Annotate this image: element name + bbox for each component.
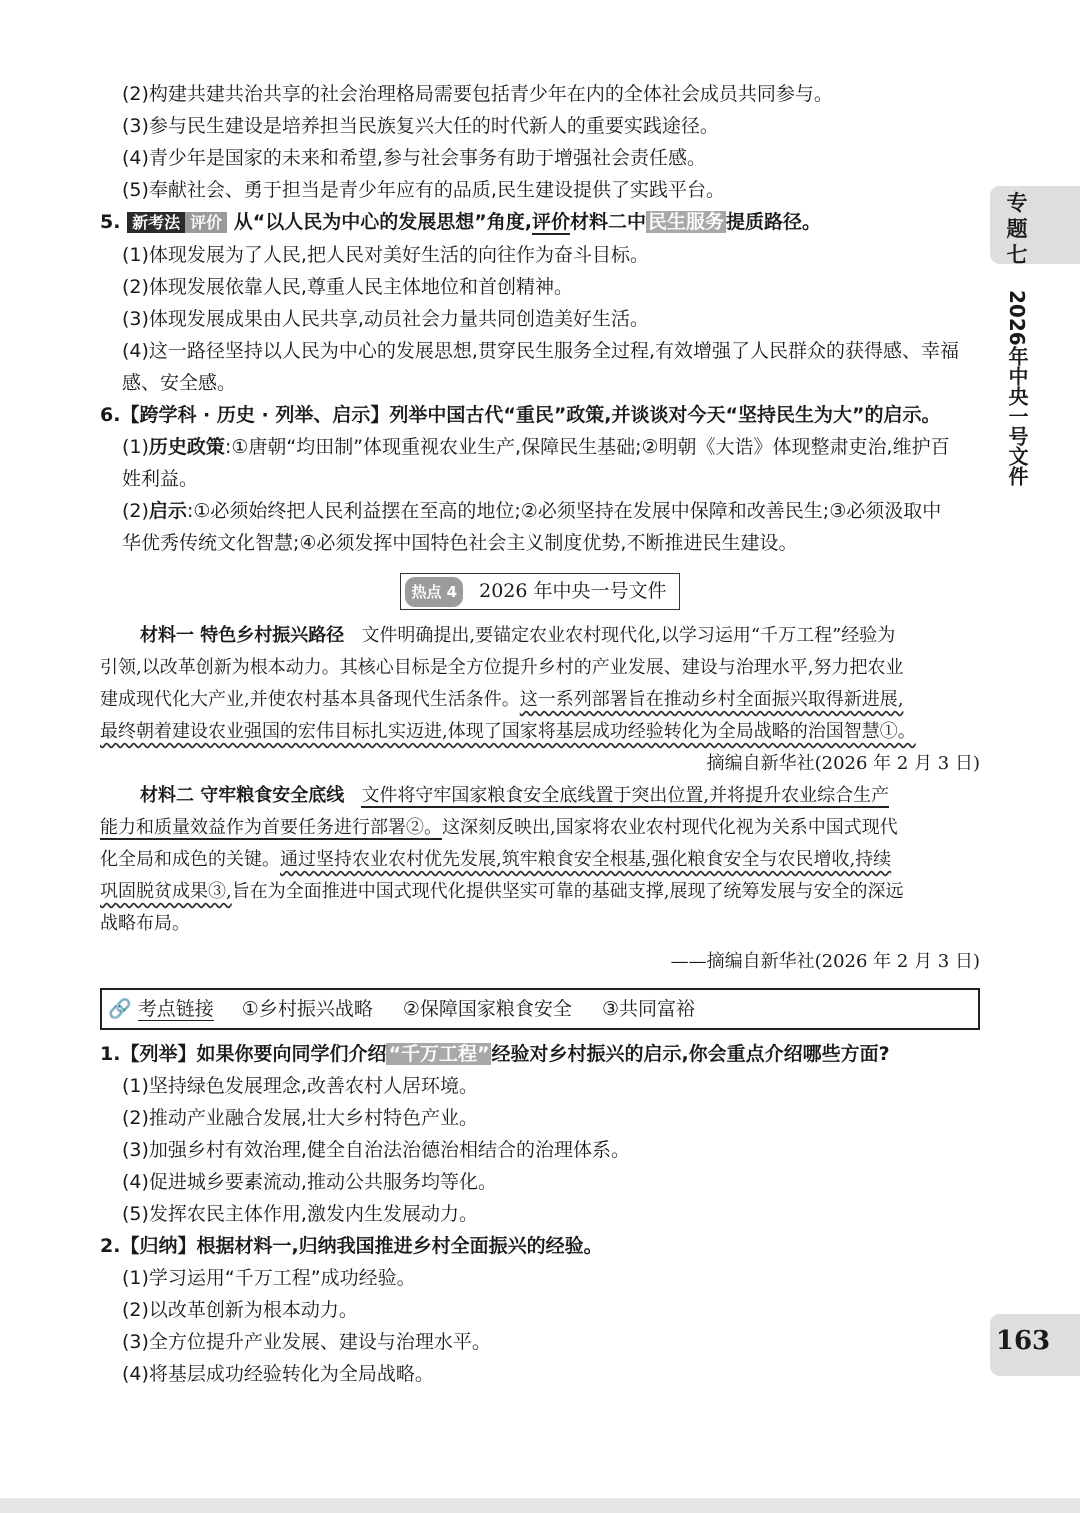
- answer-text: :①必须始终把人民利益摆在至高的地位;②必须坚持在发展中保障和改善民生;③必须汲取中: [186, 500, 942, 522]
- material-2-line: 战略布局。: [100, 913, 190, 934]
- material-1-line: [100, 620, 980, 652]
- exam-point-item: ③共同富裕: [601, 998, 696, 1020]
- highlighted-keyword: “千万工程”: [388, 1043, 490, 1065]
- material-text: 建成现代化大产业,并使农村基本具备现代生活条件。: [100, 689, 520, 710]
- answer-line: (2)体现发展依靠人民,尊重人民主体地位和首创精神。: [122, 276, 573, 298]
- answer-line: [100, 431, 980, 463]
- material-1-source: 摘编自新华社(2026 年 2 月 3 日): [706, 753, 980, 774]
- hotspot-title: 2026 年中央一号文件: [479, 580, 667, 602]
- answer-line: (3)加强乡村有效治理,健全自治法治德治相结合的治理体系。: [122, 1139, 630, 1161]
- material-2-line: [100, 812, 980, 844]
- answer-line: (4)将基层成功经验转化为全局战略。: [122, 1363, 434, 1385]
- question-2: 2.【归纳】根据材料一,归纳我国推进乡村全面振兴的经验。: [100, 1235, 603, 1257]
- material-2-source: ——摘编自新华社(2026 年 2 月 3 日): [670, 951, 980, 972]
- question-1: [100, 1038, 980, 1070]
- material-text: 这深刻反映出,国家将农业农村现代化视为关系中国式现代: [442, 817, 898, 838]
- answer-line: 华优秀传统文化智慧;④必须发挥中国特色社会主义制度优势,不断推进民生建设。: [122, 532, 798, 554]
- answer-line: (1)学习运用“千万工程”成功经验。: [122, 1267, 416, 1289]
- page-content: [100, 78, 980, 1390]
- answer-line: (1)体现发展为了人民,把人民对美好生活的向往作为奋斗目标。: [122, 244, 649, 266]
- material-2-heading: 材料二 守牢粮食安全底线: [140, 785, 345, 806]
- material-1-line: [100, 716, 980, 748]
- material-2-line: [100, 844, 980, 876]
- list-item: (2)构建共建共治共享的社会治理格局需要包括青少年在内的全体社会成员共同参与。: [122, 83, 833, 105]
- bottom-edge: [0, 1498, 1080, 1513]
- underlined-text: 能力和质量效益作为首要任务进行部署②。: [100, 817, 442, 838]
- material-1-line: 引领,以改革创新为根本动力。其核心目标是全方位提升乡村的产业发展、建设与治理水平,努力把农业: [100, 657, 904, 678]
- material-text: 文件明确提出,要锚定农业农村现代化,以学习运用“千万工程”经验为: [361, 625, 896, 646]
- question-text: 1.【列举】如果你要向同学们介绍: [100, 1043, 387, 1065]
- answer-line: (3)全方位提升产业发展、建设与治理水平。: [122, 1331, 491, 1353]
- exam-point-label: 考点链接: [137, 998, 214, 1020]
- new-method-tag: 新考法: [127, 212, 185, 233]
- question-text: 从“以人民为中心的发展思想”角度,: [233, 211, 532, 233]
- list-item: (3)参与民生建设是培养担当民族复兴大任的时代新人的重要实践途径。: [122, 115, 719, 137]
- underlined-text: 文件将守牢国家粮食安全底线置于突出位置,并将提升农业综合生产: [361, 785, 890, 806]
- answer-label: 启示: [148, 500, 187, 522]
- answer-line: (5)发挥农民主体作用,激发内生发展动力。: [122, 1203, 478, 1225]
- question-text: 经验对乡村振兴的启示,你会重点介绍哪些方面?: [491, 1043, 890, 1065]
- wavy-underlined-text: 巩固脱贫成果③,: [100, 881, 232, 902]
- answer-label: 历史政策: [148, 436, 225, 458]
- evaluate-tag: 评价: [185, 212, 227, 233]
- answer-line: (3)体现发展成果由人民共享,动员社会力量共同创造美好生活。: [122, 308, 649, 330]
- material-1-line: [100, 684, 980, 716]
- question-number: 5.: [100, 211, 121, 233]
- highlighted-keyword: 民生服务: [647, 211, 724, 233]
- answer-line: (2)推动产业融合发展,壮大乡村特色产业。: [122, 1107, 478, 1129]
- material-text: 旨在为全面推进中国式现代化提供坚实可靠的基础支撑,展现了统筹发展与安全的深远: [231, 881, 904, 902]
- answer-line: (2)以改革创新为根本动力。: [122, 1299, 358, 1321]
- material-text: 化全局和成色的关键。: [100, 849, 280, 870]
- answer-prefix: (1): [122, 436, 149, 458]
- answer-line: [100, 495, 980, 527]
- page-number: 163: [995, 1326, 1051, 1356]
- answer-line: 感、安全感。: [122, 372, 237, 394]
- exam-point-link-box: [100, 988, 980, 1030]
- wavy-underlined-text: 通过坚持农业农村优先发展,筑牢粮食安全根基,强化粮食安全与农民增收,持续: [280, 849, 892, 870]
- wavy-underlined-text: 最终朝着建设农业强国的宏伟目标扎实迈进,体现了国家将基层成功经验转化为全局战略的治国智慧①。: [100, 721, 916, 742]
- hotspot-box: [400, 573, 679, 610]
- wavy-underlined-text: 这一系列部署旨在推动乡村全面振兴取得新进展,: [519, 689, 904, 710]
- material-1-heading: 材料一 特色乡村振兴路径: [140, 625, 345, 646]
- material-2-line: [100, 780, 980, 812]
- answer-text: :①唐朝“均田制”体现重视农业生产,保障民生基础;②明朝《大诰》体现整肃吏治,维护百: [224, 436, 950, 458]
- material-2-line: [100, 876, 980, 908]
- answer-line: 姓利益。: [122, 468, 199, 490]
- list-item: (4)青少年是国家的未来和希望,参与社会事务有助于增强社会责任感。: [122, 147, 706, 169]
- answer-prefix: (2): [122, 500, 149, 522]
- answer-line: (4)这一路径坚持以人民为中心的发展思想,贯穿民生服务全过程,有效增强了人民群众的获得感、幸福: [122, 340, 959, 362]
- question-5: [100, 206, 980, 239]
- link-icon: 🔗: [108, 998, 132, 1020]
- exam-point-item: ②保障国家粮食安全: [402, 998, 572, 1020]
- hotspot-badge: 热点 4: [405, 577, 463, 607]
- exam-point-item: ①乡村振兴战略: [241, 998, 373, 1020]
- chapter-tab-label: 专题七: [1006, 191, 1028, 267]
- running-header: 2026年中央一号文件: [1005, 290, 1029, 486]
- question-6: 6.【跨学科 · 历史 · 列举、启示】列举中国古代“重民”政策,并谈谈对今天“坚持民生为大”的启示。: [100, 404, 941, 426]
- list-item: (5)奉献社会、勇于担当是青少年应有的品质,民生建设提供了实践平台。: [122, 179, 725, 201]
- answer-line: (4)促进城乡要素流动,推动公共服务均等化。: [122, 1171, 497, 1193]
- underlined-keyword: 评价: [531, 211, 570, 233]
- hotspot-heading: [100, 573, 980, 610]
- question-text: 提质路径。: [725, 211, 821, 233]
- answer-line: (1)坚持绿色发展理念,改善农村人居环境。: [122, 1075, 478, 1097]
- question-text: 材料二中: [569, 211, 646, 233]
